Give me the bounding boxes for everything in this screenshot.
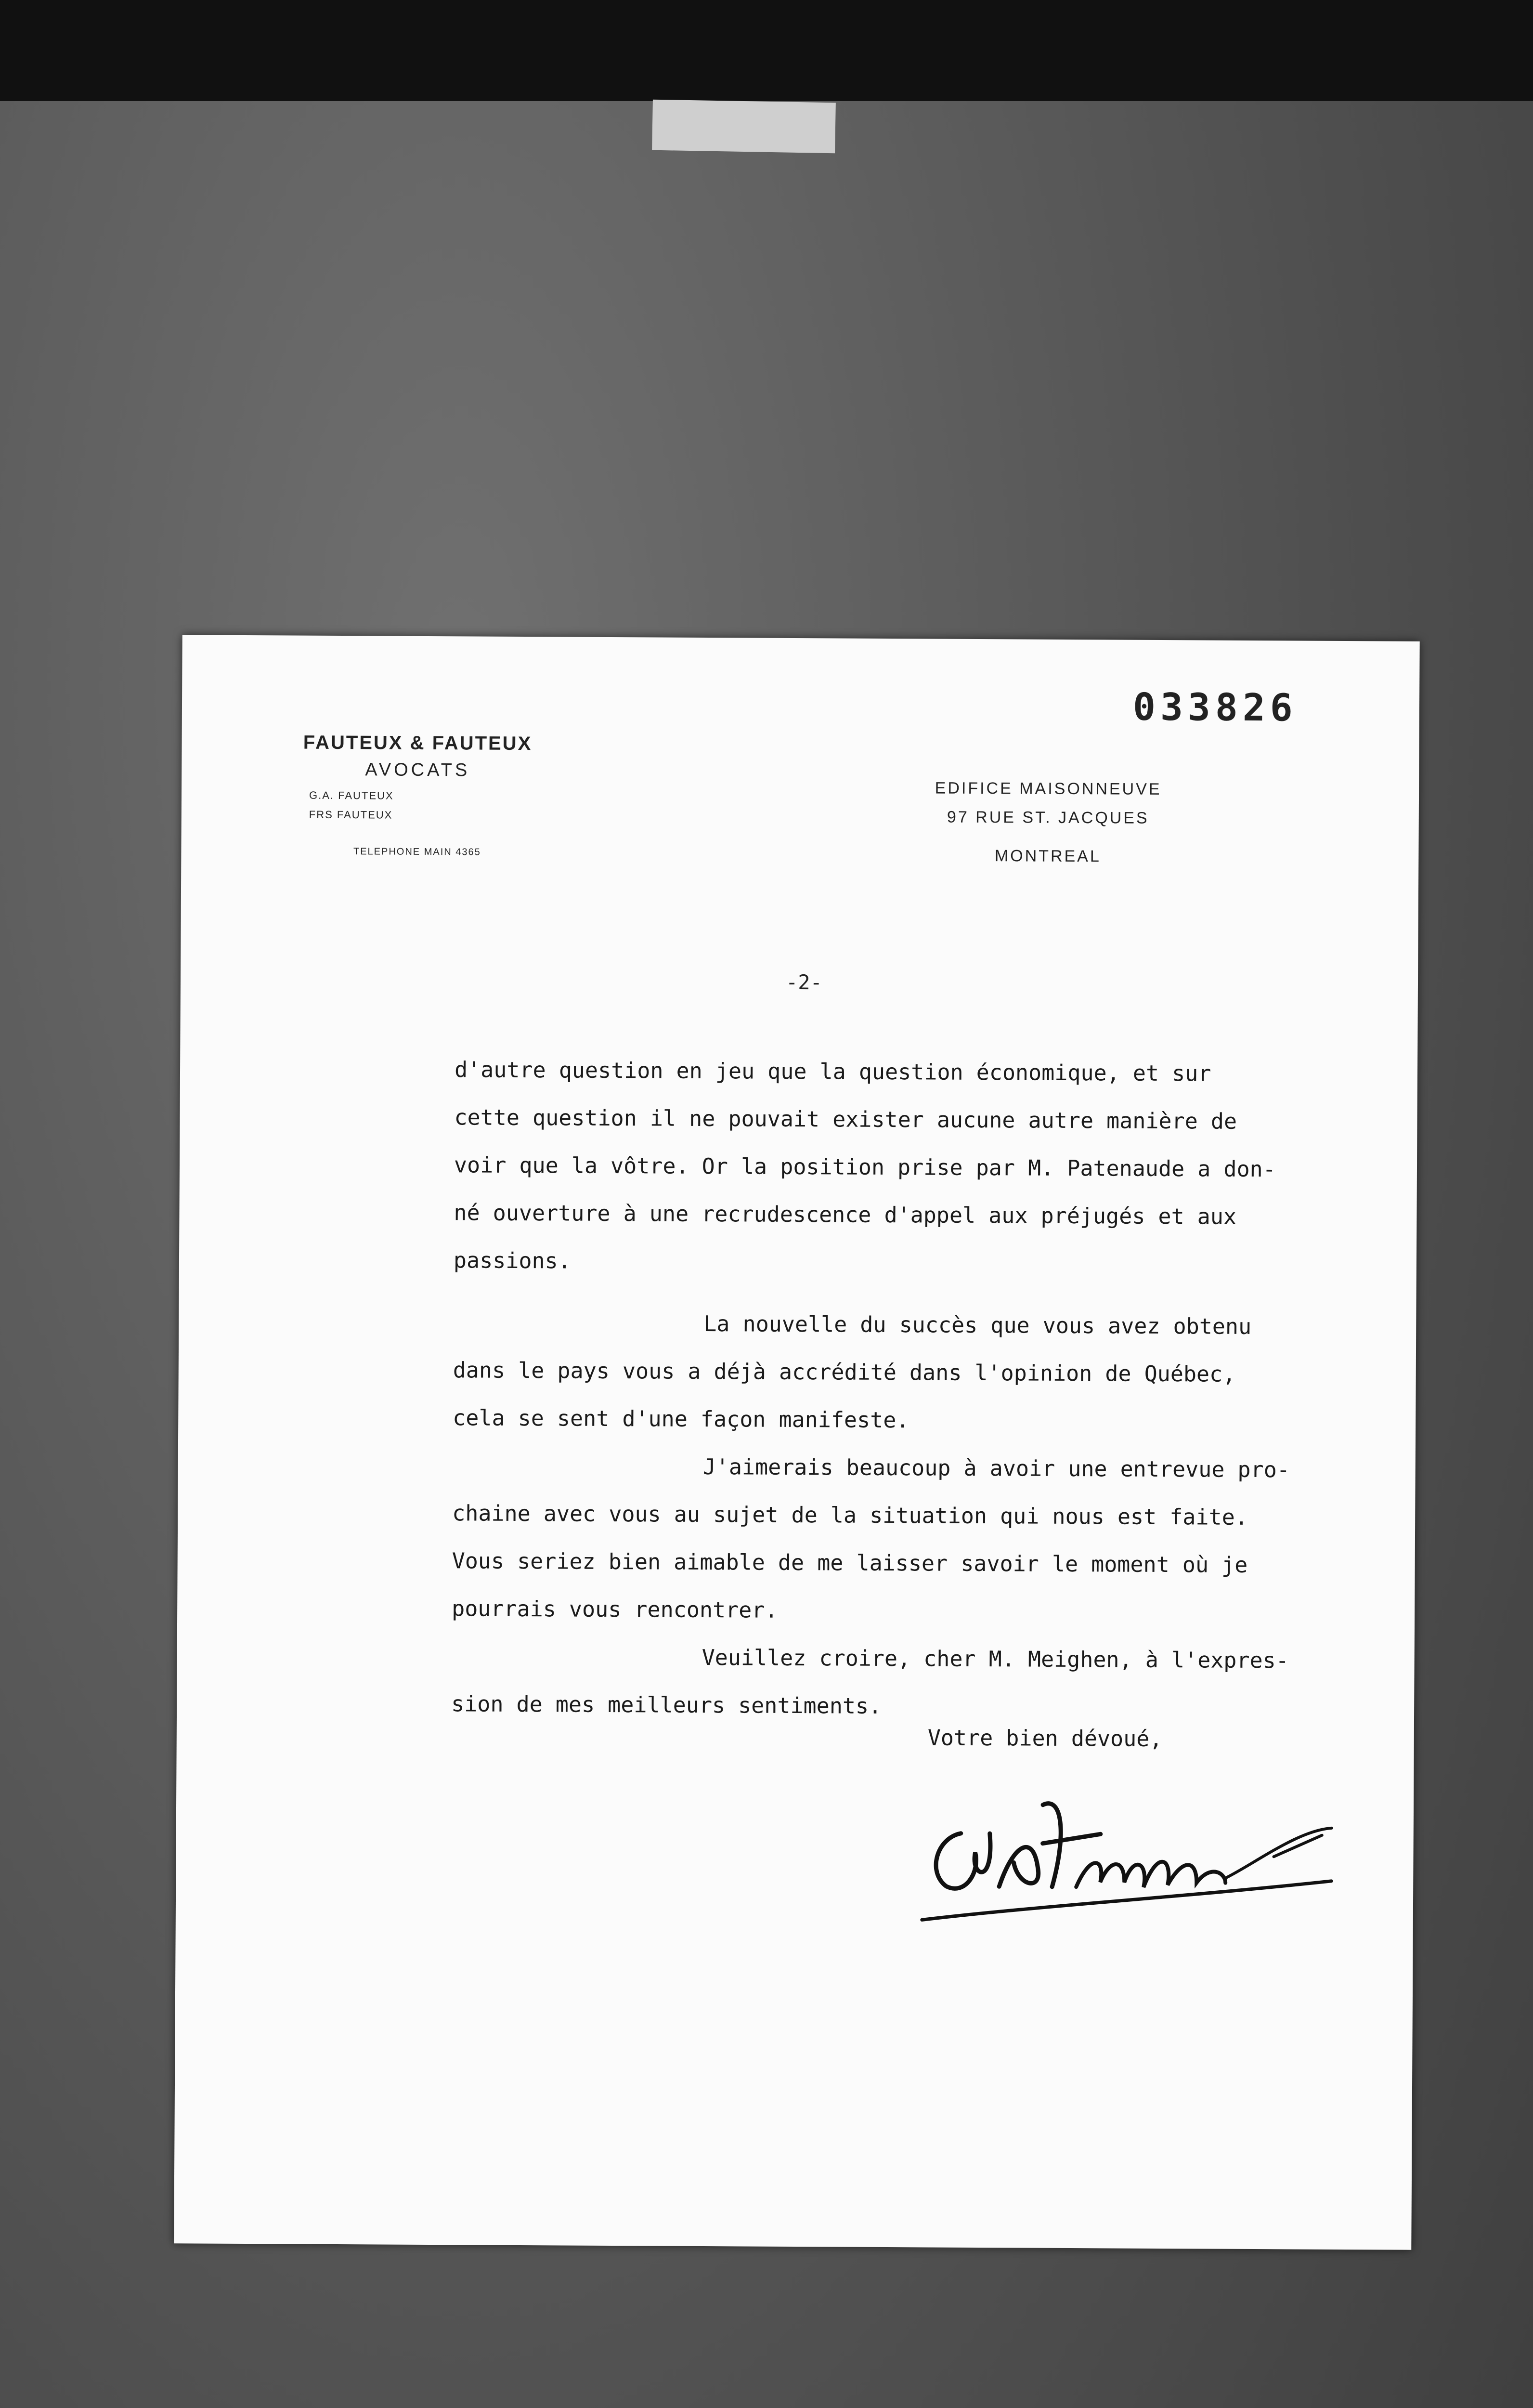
body-line: né ouverture à une recrudescence d'appel aux préjugés et aux: [454, 1200, 1237, 1230]
body-line: La nouvelle du succès que vous avez obtenu: [703, 1310, 1252, 1339]
partner-name: FRS FAUTEUX: [309, 808, 393, 821]
body-line: J'aimerais beaucoup à avoir une entrevue pro-: [702, 1453, 1290, 1483]
handwritten-signature: [917, 1775, 1351, 1937]
address-street: 97 RUE ST. JACQUES: [947, 808, 1149, 827]
body-line: voir que la vôtre. Or la position prise par M. Patenaude a don-: [454, 1152, 1276, 1182]
tape-strip: [652, 100, 836, 154]
letter-page: [174, 635, 1419, 2250]
body-line: d'autre question en jeu que la question économique, et sur: [454, 1057, 1211, 1086]
body-line: cette question il ne pouvait exister aucune autre manière de: [454, 1104, 1237, 1134]
firm-partners: [309, 786, 562, 826]
document-number: 033826: [1132, 685, 1298, 730]
firm-name: FAUTEUX & FAUTEUX: [303, 732, 533, 755]
scan-top-border: [0, 0, 1533, 101]
body-line: Vous seriez bien aimable de me laisser savoir le moment où je: [452, 1548, 1248, 1578]
page-number: -2-: [785, 970, 823, 995]
body-line: cela se sent d'une façon manifeste.: [453, 1405, 909, 1433]
letter-body: [451, 1046, 1379, 1732]
letterhead-address: [898, 773, 1197, 871]
letterhead-firm: [273, 732, 562, 858]
body-line: sion de mes meilleurs sentiments.: [451, 1691, 882, 1719]
partner-name: G.A. FAUTEUX: [309, 789, 394, 802]
body-line: chaine avec vous au sujet de la situation qui nous est faite.: [452, 1500, 1248, 1530]
address-city: MONTREAL: [994, 847, 1101, 866]
firm-telephone: TELEPHONE MAIN 4365: [353, 846, 481, 858]
body-line: pourrais vous rencontrer.: [452, 1596, 778, 1623]
body-line: passions.: [453, 1247, 571, 1274]
body-line: dans le pays vous a déjà accrédité dans l'opinion de Québec,: [453, 1357, 1236, 1387]
address-building: EDIFICE MAISONNEUVE: [935, 779, 1162, 798]
firm-profession: AVOCATS: [365, 759, 470, 781]
body-line: Veuillez croire, cher M. Meighen, à l'expres-: [702, 1644, 1289, 1674]
closing-salutation: Votre bien dévoué,: [927, 1725, 1163, 1752]
